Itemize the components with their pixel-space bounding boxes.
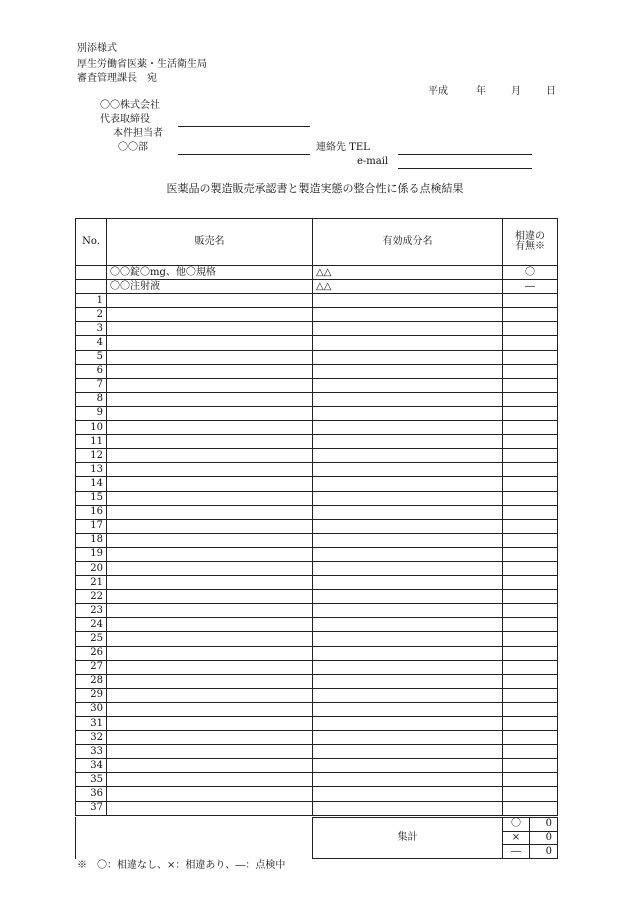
row-ingredient (313, 322, 503, 336)
row-mark (503, 604, 558, 618)
row-ingredient (313, 590, 503, 604)
row-ingredient (313, 378, 503, 392)
row-number: 5 (76, 350, 107, 364)
row-product (107, 294, 313, 308)
attachment-label: 別添様式 (77, 43, 117, 54)
row-ingredient (313, 294, 503, 308)
row-product (107, 435, 313, 449)
row-ingredient (313, 787, 503, 801)
row-mark (503, 590, 558, 604)
row-product (107, 561, 313, 575)
row-product (107, 660, 313, 674)
example-no (76, 266, 107, 280)
row-number: 19 (76, 547, 107, 561)
table-row (76, 491, 558, 505)
summary-label: 集計 (313, 818, 503, 859)
row-mark (503, 421, 558, 435)
row-product (107, 759, 313, 773)
row-ingredient (313, 632, 503, 646)
row-product (107, 350, 313, 364)
row-product (107, 717, 313, 731)
sender-company: 〇〇株式会社 (100, 100, 160, 111)
row-mark (503, 435, 558, 449)
row-product (107, 533, 313, 547)
row-ingredient (313, 421, 503, 435)
row-number: 18 (76, 533, 107, 547)
row-product (107, 336, 313, 350)
row-number: 27 (76, 660, 107, 674)
row-ingredient (313, 435, 503, 449)
header-product: 販売名 (107, 219, 313, 266)
table-row (76, 505, 558, 519)
row-mark (503, 547, 558, 561)
summary-symbol: ― (503, 845, 530, 859)
row-mark (503, 505, 558, 519)
row-number: 3 (76, 322, 107, 336)
row-product (107, 745, 313, 759)
row-product (107, 364, 313, 378)
row-ingredient (313, 759, 503, 773)
table-row (76, 604, 558, 618)
table-row (76, 590, 558, 604)
row-mark (503, 294, 558, 308)
row-number: 15 (76, 491, 107, 505)
row-number: 1 (76, 294, 107, 308)
footnote: ※ 〇：相違なし、×：相違あり、―：点検中 (77, 860, 286, 871)
row-product (107, 519, 313, 533)
row-ingredient (313, 463, 503, 477)
table-row (76, 392, 558, 406)
row-number: 12 (76, 449, 107, 463)
row-ingredient (313, 547, 503, 561)
summary-count: 0 (530, 818, 558, 832)
row-product (107, 688, 313, 702)
row-product (107, 646, 313, 660)
summary-row (313, 818, 558, 832)
department-label: 〇〇部 (118, 142, 148, 153)
row-number: 23 (76, 604, 107, 618)
date-year: 年 (476, 86, 486, 97)
email-line (398, 168, 532, 169)
row-product (107, 406, 313, 420)
table-row (76, 561, 558, 575)
row-number: 29 (76, 688, 107, 702)
row-number: 35 (76, 773, 107, 787)
date-era: 平成 (428, 86, 448, 97)
row-product (107, 477, 313, 491)
department-line (178, 154, 310, 155)
row-number: 16 (76, 505, 107, 519)
row-ingredient (313, 717, 503, 731)
row-product (107, 773, 313, 787)
row-ingredient (313, 618, 503, 632)
row-ingredient (313, 660, 503, 674)
row-ingredient (313, 731, 503, 745)
row-number: 28 (76, 674, 107, 688)
row-product (107, 491, 313, 505)
row-product (107, 378, 313, 392)
table-row (76, 660, 558, 674)
example-product: 〇〇錠〇mg、他〇規格 (107, 266, 313, 280)
row-product (107, 392, 313, 406)
row-mark (503, 717, 558, 731)
row-product (107, 632, 313, 646)
row-mark (503, 787, 558, 801)
contact-tel-label: 連絡先 TEL (316, 142, 370, 153)
row-ingredient (313, 350, 503, 364)
row-ingredient (313, 336, 503, 350)
representative-line (178, 126, 310, 127)
row-ingredient (313, 561, 503, 575)
table-row (76, 646, 558, 660)
row-mark (503, 308, 558, 322)
row-ingredient (313, 308, 503, 322)
row-mark (503, 350, 558, 364)
table-row (76, 576, 558, 590)
row-number: 10 (76, 421, 107, 435)
row-product (107, 590, 313, 604)
example-product: 〇〇注射液 (107, 280, 313, 294)
row-ingredient (313, 646, 503, 660)
table-row (76, 787, 558, 801)
example-row (76, 280, 558, 294)
row-ingredient (313, 702, 503, 716)
row-number: 13 (76, 463, 107, 477)
row-product (107, 322, 313, 336)
example-mark: 〇 (503, 266, 558, 280)
example-row (76, 266, 558, 280)
row-number: 37 (76, 801, 107, 815)
row-mark (503, 364, 558, 378)
summary-symbol: × (503, 831, 530, 845)
row-number: 4 (76, 336, 107, 350)
row-mark (503, 491, 558, 505)
header-difference (503, 219, 558, 266)
table-row (76, 618, 558, 632)
table-row (76, 702, 558, 716)
table-row (76, 533, 558, 547)
table-row (76, 759, 558, 773)
row-ingredient (313, 674, 503, 688)
row-mark (503, 745, 558, 759)
row-ingredient (313, 801, 503, 815)
row-product (107, 787, 313, 801)
table-row (76, 336, 558, 350)
row-ingredient (313, 364, 503, 378)
table-row (76, 731, 558, 745)
row-number: 2 (76, 308, 107, 322)
row-number: 36 (76, 787, 107, 801)
row-ingredient (313, 773, 503, 787)
row-number: 11 (76, 435, 107, 449)
table-row (76, 688, 558, 702)
table-row (76, 674, 558, 688)
table-row (76, 717, 558, 731)
row-ingredient (313, 477, 503, 491)
row-product (107, 463, 313, 477)
example-no (76, 280, 107, 294)
row-mark (503, 519, 558, 533)
row-number: 25 (76, 632, 107, 646)
row-number: 22 (76, 590, 107, 604)
row-number: 7 (76, 378, 107, 392)
header-ingredient: 有効成分名 (313, 219, 503, 266)
row-number: 21 (76, 576, 107, 590)
row-ingredient (313, 392, 503, 406)
row-number: 34 (76, 759, 107, 773)
row-number: 8 (76, 392, 107, 406)
row-number: 32 (76, 731, 107, 745)
row-ingredient (313, 505, 503, 519)
inspection-table (75, 218, 558, 816)
summary-count: 0 (530, 831, 558, 845)
header-difference-line2: 有無※ (515, 241, 545, 252)
row-mark (503, 561, 558, 575)
date-day: 日 (546, 86, 556, 97)
row-mark (503, 406, 558, 420)
table-row (76, 547, 558, 561)
row-number: 33 (76, 745, 107, 759)
row-mark (503, 392, 558, 406)
row-number: 24 (76, 618, 107, 632)
row-ingredient (313, 406, 503, 420)
row-mark (503, 477, 558, 491)
row-ingredient (313, 533, 503, 547)
row-mark (503, 618, 558, 632)
table-row (76, 477, 558, 491)
table-row (76, 632, 558, 646)
row-mark (503, 773, 558, 787)
row-mark (503, 674, 558, 688)
representative-label: 代表取締役 (100, 114, 150, 125)
table-row (76, 435, 558, 449)
row-product (107, 421, 313, 435)
row-product (107, 604, 313, 618)
row-number: 26 (76, 646, 107, 660)
row-ingredient (313, 449, 503, 463)
table-row (76, 406, 558, 420)
row-product (107, 547, 313, 561)
row-ingredient (313, 576, 503, 590)
row-product (107, 618, 313, 632)
row-number: 14 (76, 477, 107, 491)
row-mark (503, 336, 558, 350)
page-title: 医薬品の製造販売承認書と製造実態の整合性に係る点検結果 (166, 182, 464, 195)
row-mark (503, 632, 558, 646)
row-number: 17 (76, 519, 107, 533)
row-product (107, 674, 313, 688)
row-number: 30 (76, 702, 107, 716)
row-product (107, 576, 313, 590)
example-mark: ― (503, 280, 558, 294)
row-ingredient (313, 491, 503, 505)
summary-table (312, 817, 558, 859)
table-header-row (76, 219, 558, 266)
addressee: 審査管理課長 宛 (77, 73, 157, 84)
row-product (107, 449, 313, 463)
row-mark (503, 801, 558, 815)
row-product (107, 308, 313, 322)
row-ingredient (313, 688, 503, 702)
row-mark (503, 759, 558, 773)
contact-person-label: 本件担当者 (113, 128, 163, 139)
row-number: 9 (76, 406, 107, 420)
row-mark (503, 702, 558, 716)
summary-blank (75, 817, 313, 859)
row-mark (503, 322, 558, 336)
row-product (107, 702, 313, 716)
table-row (76, 801, 558, 815)
row-product (107, 731, 313, 745)
row-number: 31 (76, 717, 107, 731)
table-row (76, 421, 558, 435)
row-mark (503, 378, 558, 392)
table-row (76, 519, 558, 533)
table-row (76, 463, 558, 477)
row-ingredient (313, 519, 503, 533)
header-difference-line1: 相違の (515, 231, 545, 242)
table-row (76, 308, 558, 322)
example-ingredient: △△ (313, 266, 503, 280)
summary-count: 0 (530, 845, 558, 859)
date-month: 月 (511, 86, 521, 97)
email-label: e-mail (357, 156, 389, 167)
tel-line (398, 154, 532, 155)
row-mark (503, 688, 558, 702)
row-mark (503, 463, 558, 477)
row-number: 20 (76, 561, 107, 575)
row-mark (503, 449, 558, 463)
table-row (76, 773, 558, 787)
table-row (76, 364, 558, 378)
row-mark (503, 731, 558, 745)
row-ingredient (313, 604, 503, 618)
row-number: 6 (76, 364, 107, 378)
ministry-name: 厚生労働省医薬・生活衛生局 (77, 59, 207, 70)
example-ingredient: △△ (313, 280, 503, 294)
table-row (76, 350, 558, 364)
row-mark (503, 646, 558, 660)
header-no: No. (76, 219, 107, 266)
row-product (107, 801, 313, 815)
table-row (76, 449, 558, 463)
table-row (76, 322, 558, 336)
row-mark (503, 576, 558, 590)
summary-symbol: 〇 (503, 818, 530, 832)
row-product (107, 505, 313, 519)
table-row (76, 294, 558, 308)
row-mark (503, 660, 558, 674)
row-ingredient (313, 745, 503, 759)
row-mark (503, 533, 558, 547)
table-row (76, 745, 558, 759)
table-row (76, 378, 558, 392)
